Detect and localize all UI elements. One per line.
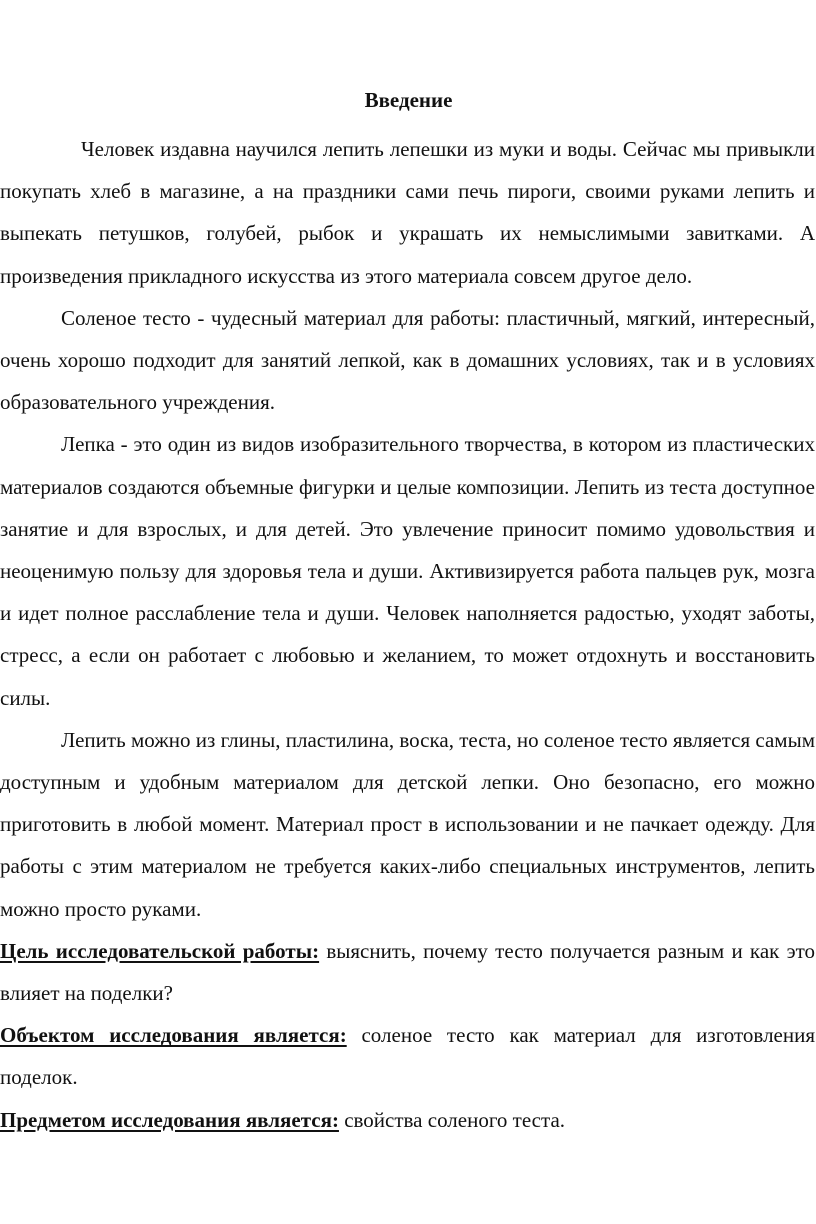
paragraph-materials: Лепить можно из глины, пластилина, воска, теста, но соленое тесто является самым доступным и удобным материалом для детской лепки. Оно безопасно, его можно приготовить в любой момент. Материал прост в использовании и не пачкает одежду. Для работы с этим материалом не требуется каких-либо специальных инструментов, лепить можно просто руками. — [0, 727, 815, 921]
page-title: Введение — [364, 88, 453, 112]
definition-goal — [0, 930, 815, 1014]
definition-goal-label: Цель исследовательской работы: — [0, 938, 320, 963]
definition-object — [0, 1014, 815, 1098]
definition-goal-text: выяснить, почему тесто получается разным и как это влияет на поделки? — [0, 938, 815, 1006]
definition-subject — [0, 1099, 815, 1141]
paragraph-salt-dough: Соленое тесто - чудесный материал для работы: пластичный, мягкий, интересный, очень хорошо подходит для занятий лепкой, как в домашних условиях, так и в условиях образовательного учреждения. — [0, 305, 815, 415]
definition-object-label: Объектом исследования является: — [0, 1023, 347, 1048]
definition-subject-label: Предметом исследования является: — [0, 1107, 339, 1132]
paragraph-modeling: Лепка - это один из видов изобразительного творчества, в котором из пластических материалов создаются объемные фигурки и целые композиции. Лепить из теста доступное занятие и для взрослых, и для детей. Это увлечение приносит помимо удовольствия и неоценимую пользу для здоровья тела и души. Активизируется работа пальцев рук, мозга и идет полное расслабление тела и души. Человек наполняется радостью, уходят заботы, стресс, а если он работает с любовью и желанием, то может отдохнуть и восстановить силы. — [0, 432, 815, 710]
definition-object-text: соленое тесто как материал для изготовления поделок. — [0, 1023, 816, 1090]
paragraph-intro: Человек издавна научился лепить лепешки из муки и воды. Сейчас мы привыкли покупать хлеб в магазине, а на праздники сами печь пироги, своими руками лепить и выпекать петушков, голубей, рыбок и украшать их немыслимыми завитками. А произведения прикладного искусства из этого материала совсем другое дело. — [0, 137, 815, 288]
definition-subject-text: свойства соленого теста. — [338, 1107, 566, 1132]
document-body — [0, 86, 815, 1141]
